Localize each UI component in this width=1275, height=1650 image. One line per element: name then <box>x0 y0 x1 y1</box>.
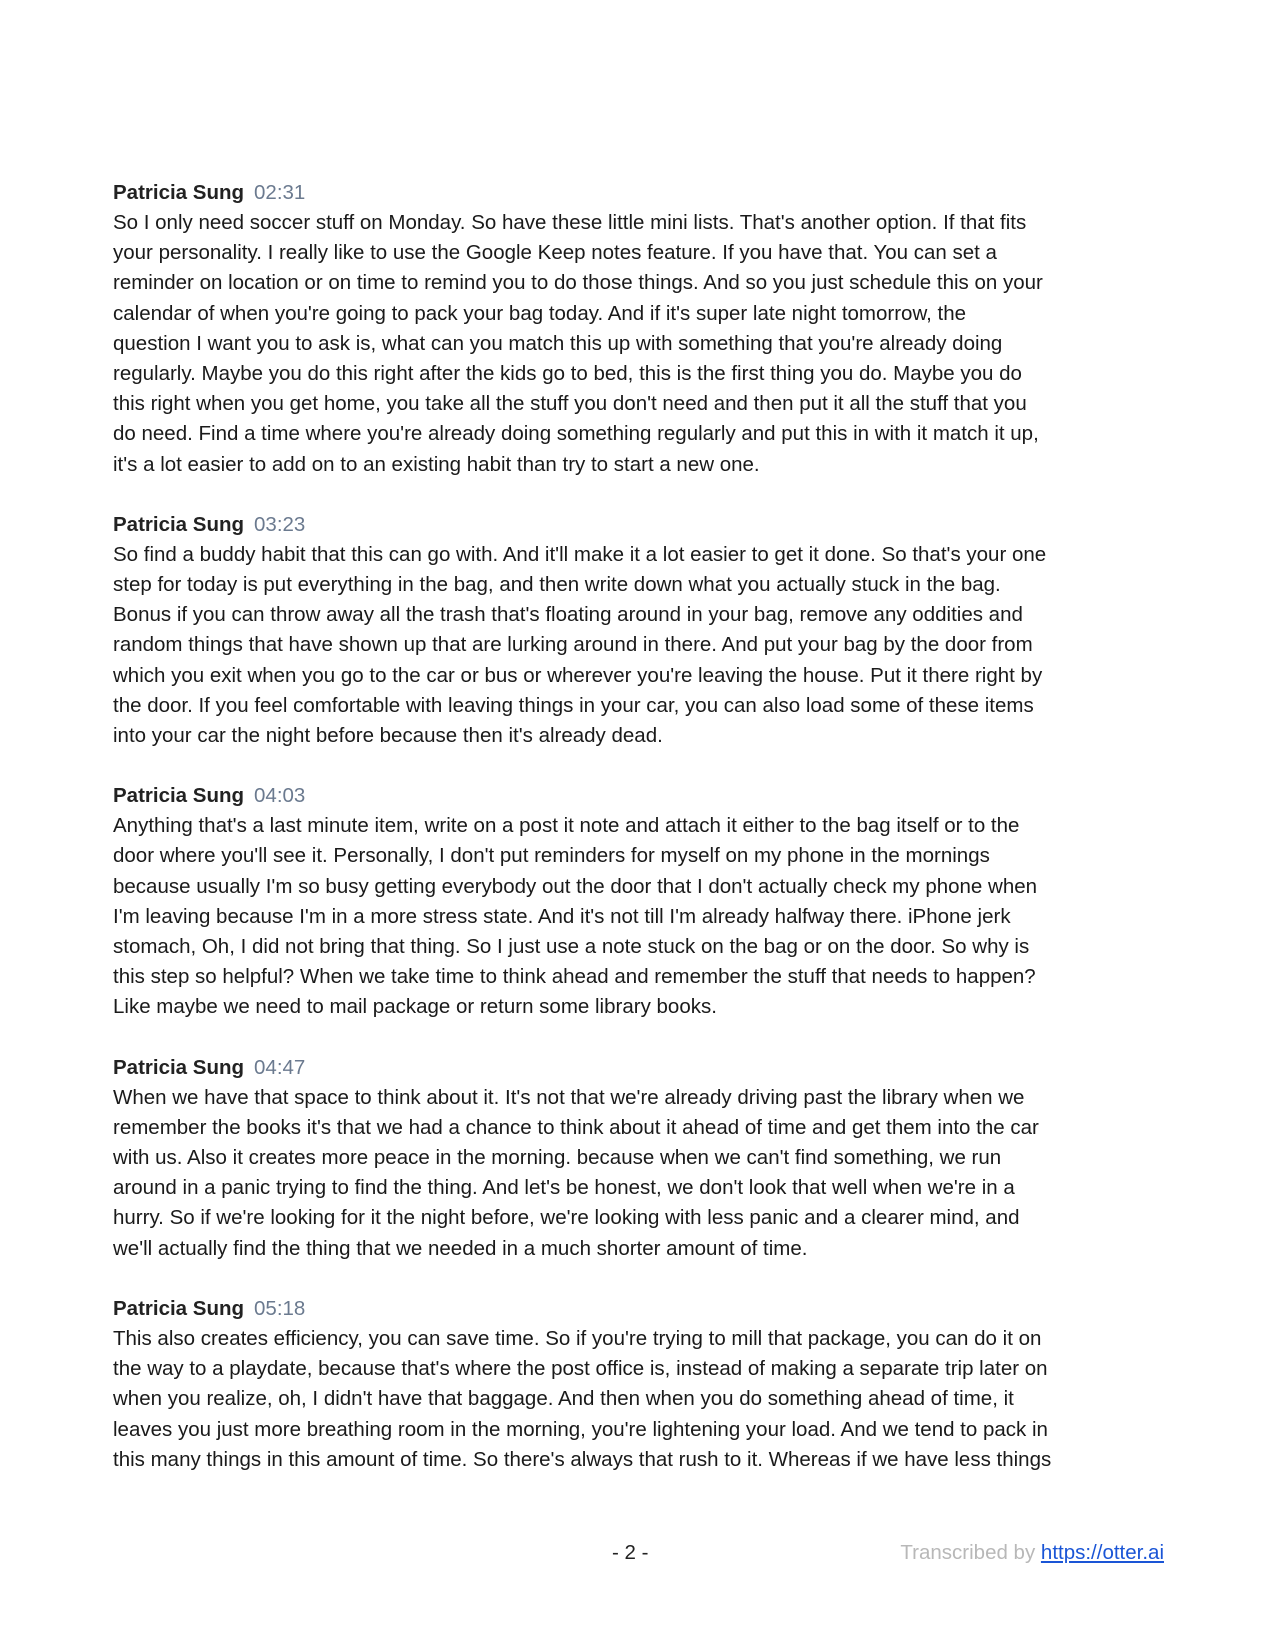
transcription-credit <box>900 1538 1164 1568</box>
transcript-segment <box>113 178 1163 480</box>
text-line: do need. Find a time where you're already doing something regularly and put this in with it match it up, <box>113 422 1039 446</box>
text-line: random things that have shown up that are lurking around in there. And put your bag by the door from <box>113 633 1033 657</box>
segment-text <box>113 811 1163 1022</box>
text-line: the way to a playdate, because that's where the post office is, instead of making a separate trip later on <box>113 1357 1048 1381</box>
transcript-segment <box>113 510 1163 751</box>
text-line: because usually I'm so busy getting everybody out the door that I don't actually check my phone when <box>113 874 1038 898</box>
text-line: hurry. So if we're looking for it the night before, we're looking with less panic and a clearer mind, and <box>113 1206 1020 1230</box>
text-line: this step so helpful? When we take time to think ahead and remember the stuff that needs to happen? <box>113 965 1036 989</box>
text-line: So find a buddy habit that this can go with. And it'll make it a lot easier to get it done. So that's your one <box>113 542 1047 566</box>
page-footer <box>0 1538 1275 1568</box>
text-line: with us. Also it creates more peace in the morning. because when we can't find something, we run <box>113 1146 1002 1170</box>
segment-header <box>113 510 1163 540</box>
text-line: it's a lot easier to add on to an existing habit than try to start a new one. <box>113 452 760 476</box>
text-line: around in a panic trying to find the thing. And let's be honest, we don't look that well when we're in a <box>113 1176 1015 1200</box>
text-line: Bonus if you can throw away all the trash that's floating around in your bag, remove any oddities and <box>113 603 1023 627</box>
credit-text: Transcribed by <box>900 1541 1041 1564</box>
transcript-segment <box>113 1053 1163 1264</box>
timestamp: 04:47 <box>254 1055 306 1079</box>
timestamp: 05:18 <box>254 1296 306 1320</box>
text-line: calendar of when you're going to pack your bag today. And if it's super late night tomorrow, the <box>113 301 967 325</box>
text-line: stomach, Oh, I did not bring that thing. So I just use a note stuck on the bag or on the door. So why is <box>113 935 1030 959</box>
text-line: when you realize, oh, I didn't have that baggage. And then when you do something ahead of time, it <box>113 1387 1014 1411</box>
text-line: Like maybe we need to mail package or return some library books. <box>113 995 717 1019</box>
transcript-segment <box>113 781 1163 1022</box>
segment-text <box>113 1324 1163 1475</box>
text-line: reminder on location or on time to remind you to do those things. And so you just schedule this on your <box>113 271 1043 295</box>
text-line: the door. If you feel comfortable with leaving things in your car, you can also load some of these items <box>113 693 1034 717</box>
text-line: your personality. I really like to use the Google Keep notes feature. If you have that. You can set a <box>113 241 997 265</box>
segment-text <box>113 540 1163 751</box>
text-line: When we have that space to think about it. It's not that we're already driving past the library when we <box>113 1085 1025 1109</box>
text-line: this right when you get home, you take all the stuff you don't need and then put it all the stuff that you <box>113 392 1027 416</box>
text-line: remember the books it's that we had a chance to think about it ahead of time and get them into the car <box>113 1115 1039 1139</box>
timestamp: 02:31 <box>254 181 306 204</box>
speaker-name: Patricia Sung <box>113 181 245 204</box>
text-line: I'm leaving because I'm in a more stress state. And it's not till I'm already halfway there. iPhone jerk <box>113 904 1011 928</box>
timestamp: 03:23 <box>254 512 306 536</box>
text-line: door where you'll see it. Personally, I don't put reminders for myself on my phone in the mornings <box>113 844 990 868</box>
segment-header <box>113 1294 1163 1324</box>
segment-header <box>113 1053 1163 1083</box>
transcript-segment <box>113 1294 1163 1475</box>
transcript-body <box>113 178 1163 1505</box>
text-line: step for today is put everything in the bag, and then write down what you actually stuck in the bag. <box>113 573 1001 597</box>
segment-text <box>113 1083 1163 1264</box>
text-line: this many things in this amount of time. So there's always that rush to it. Whereas if we have less things <box>113 1447 1052 1471</box>
page-number: - 2 - <box>612 1541 649 1564</box>
speaker-name: Patricia Sung <box>113 1055 245 1079</box>
speaker-name: Patricia Sung <box>113 1296 245 1320</box>
speaker-name: Patricia Sung <box>113 784 245 808</box>
text-line: we'll actually find the thing that we needed in a much shorter amount of time. <box>113 1236 808 1260</box>
text-line: which you exit when you go to the car or bus or wherever you're leaving the house. Put it there right by <box>113 663 1043 687</box>
text-line: leaves you just more breathing room in the morning, you're lightening your load. And we tend to pack in <box>113 1417 1048 1441</box>
text-line: question I want you to ask is, what can you match this up with something that you're already doing <box>113 331 1003 355</box>
speaker-name: Patricia Sung <box>113 512 245 536</box>
segment-text <box>113 208 1163 480</box>
otter-link[interactable]: https://otter.ai <box>1040 1541 1164 1564</box>
text-line: This also creates efficiency, you can save time. So if you're trying to mill that package, you can do it on <box>113 1326 1042 1350</box>
segment-header <box>113 781 1163 811</box>
text-line: So I only need soccer stuff on Monday. So have these little mini lists. That's another option. If that fits <box>113 211 1027 234</box>
text-line: Anything that's a last minute item, write on a post it note and attach it either to the bag itself or to the <box>113 814 1020 838</box>
segment-header <box>113 178 1163 208</box>
text-line: into your car the night before because then it's already dead. <box>113 724 663 748</box>
timestamp: 04:03 <box>254 784 306 808</box>
text-line: regularly. Maybe you do this right after the kids go to bed, this is the first thing you do. Maybe you do <box>113 362 1022 386</box>
